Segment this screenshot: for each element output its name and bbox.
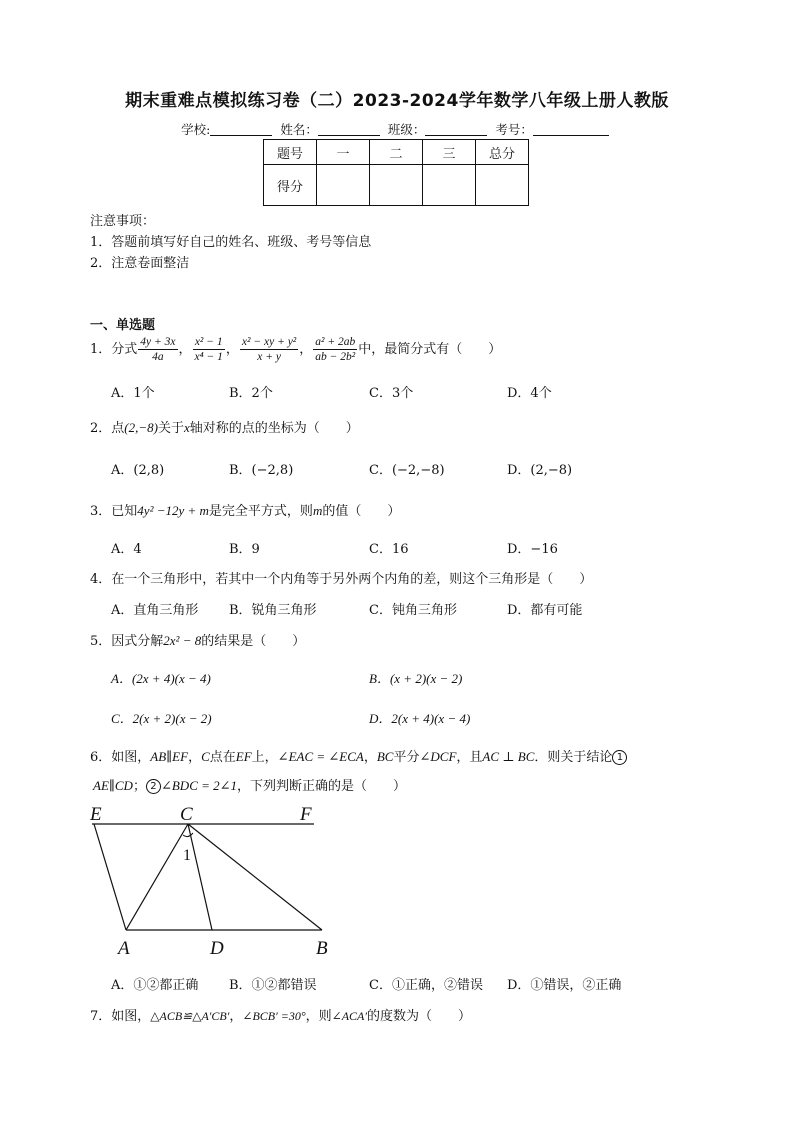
q1-fraction-1: $\frac{4y + 3x}{4a}$ — [140, 336, 176, 363]
question-4: 4．在一个三角形中，若其中一个内角等于另外两个内角的差，则这个三角形是（ ） — [90, 572, 593, 587]
label-d: D — [210, 938, 224, 959]
section-heading: 一、单选题 — [90, 318, 156, 333]
score-cell[interactable] — [476, 165, 529, 206]
q4-option-d[interactable]: D．都有可能 — [507, 603, 583, 618]
q6-geometry-figure — [86, 802, 346, 962]
question-7: 7．如图，△ACB≌△A′CB′，∠BCB′ =30°，则∠ACA′的度数为（ ） — [90, 1009, 472, 1024]
question-1: 1．分式 $\frac{4y + 3x}{4a}$ ， $\frac{\text{x² − 1}}{\text{x⁴ − 1}}$ ， $\frac{\text{x² − xy + y²}}{x + y}$ ， $\frac{\text{a² + 2ab}}{\text{ab − 2b²}}$ 中，最简分式有（ ） — [90, 336, 502, 363]
score-header-cell: 三 — [423, 140, 476, 165]
q2-option-b[interactable]: B．(−2,8) — [229, 463, 294, 478]
q5-expression: 2x² − 8 — [163, 633, 202, 648]
q6-option-b[interactable]: B．①②都错误 — [229, 978, 317, 993]
label-f: F — [300, 804, 312, 825]
label-a: A — [118, 938, 130, 959]
q2-point: (2,−8) — [124, 420, 158, 435]
note-item: 2．注意卷面整洁 — [90, 256, 190, 271]
circled-2-icon: 2 — [146, 779, 161, 794]
q1-option-d[interactable]: D．4个 — [507, 386, 552, 401]
class-blank[interactable] — [425, 123, 487, 136]
school-label: 学校: — [181, 122, 211, 137]
q1-suffix: 中，最简分式有（ ） — [358, 342, 502, 357]
segment-ea — [94, 824, 126, 930]
question-6-line-1: 6．如图，AB∥EF，C点在EF上，∠EAC = ∠ECA，BC平分∠DCF，且AC ⊥ BC．则关于结论 1 — [90, 746, 627, 765]
notes-heading: 注意事项： — [90, 214, 156, 229]
label-c: C — [180, 804, 193, 825]
score-row-label: 得分 — [264, 165, 317, 206]
score-cell[interactable] — [317, 165, 370, 206]
label-b: B — [316, 938, 328, 959]
note-item: 1．答题前填写好自己的姓名、班级、考号等信息 — [90, 235, 372, 250]
school-blank[interactable] — [210, 123, 272, 136]
student-info-line — [0, 120, 794, 138]
exam-no-label: 考号： — [495, 122, 533, 137]
label-e: E — [90, 804, 102, 825]
angle-1-arc — [183, 833, 193, 837]
q1-fraction-2: $\frac{\text{x² − 1}}{\text{x⁴ − 1}}$ — [194, 336, 223, 363]
name-blank[interactable] — [318, 123, 380, 136]
q6-option-c[interactable]: C．①正确，②错误 — [369, 978, 483, 993]
q5-option-d[interactable]: D．2(x + 4)(x − 4) — [369, 711, 471, 726]
q1-option-a[interactable]: A．1个 — [111, 386, 155, 401]
score-header-cell: 二 — [370, 140, 423, 165]
q3-option-a[interactable]: A．4 — [111, 542, 142, 557]
q4-option-b[interactable]: B．锐角三角形 — [229, 603, 317, 618]
q1-fraction-4: $\frac{\text{a² + 2ab}}{\text{ab − 2b²}}$ — [315, 336, 356, 363]
q6-option-d[interactable]: D．①错误，②正确 — [507, 978, 622, 993]
question-6-line-2: AE∥CD； 2 ∠BDC = 2∠1，下列判断正确的是（ ） — [93, 778, 407, 794]
q1-number: 1． — [90, 342, 112, 357]
question-2: 2．点(2,−8)关于x轴对称的点的坐标为（ ） — [90, 420, 359, 436]
q3-option-b[interactable]: B．9 — [229, 542, 260, 557]
score-table — [263, 139, 529, 206]
q5-option-a[interactable]: A．(2x + 4)(x − 4) — [111, 671, 211, 686]
q5-option-c[interactable]: C．2(x + 2)(x − 2) — [111, 711, 212, 726]
class-label: 班级： — [387, 122, 426, 137]
q3-option-d[interactable]: D．−16 — [507, 542, 558, 557]
q1-prefix: 分式 — [111, 342, 138, 357]
q2-option-c[interactable]: C．(−2,−8) — [369, 463, 445, 478]
segment-ca — [126, 824, 188, 930]
question-3: 3．已知4y² −12y + m是完全平方式，则m的值（ ） — [90, 503, 401, 519]
q1-option-c[interactable]: C．3个 — [369, 386, 414, 401]
score-cell[interactable] — [423, 165, 476, 206]
score-header-cell: 总分 — [476, 140, 529, 165]
q2-option-d[interactable]: D．(2,−8) — [507, 463, 573, 478]
score-header-cell: 题号 — [264, 140, 317, 165]
q5-option-b[interactable]: B．(x + 2)(x − 2) — [369, 671, 463, 686]
score-cell[interactable] — [370, 165, 423, 206]
exam-no-blank[interactable] — [533, 123, 609, 136]
name-label: 姓名： — [280, 122, 318, 137]
q4-option-c[interactable]: C．钝角三角形 — [369, 603, 457, 618]
q6-option-a[interactable]: A．①②都正确 — [111, 978, 199, 993]
q3-option-c[interactable]: C．16 — [369, 542, 409, 557]
q1-option-b[interactable]: B．2个 — [229, 386, 273, 401]
score-header-cell: 一 — [317, 140, 370, 165]
circled-1-icon: 1 — [612, 750, 627, 765]
question-5: 5．因式分解2x² − 8的结果是（ ） — [90, 633, 306, 649]
q2-option-a[interactable]: A．(2,8) — [111, 463, 165, 478]
q1-fraction-3: $\frac{\text{x² − xy + y²}}{x + y}$ — [241, 336, 297, 363]
page-title: 期末重难点模拟练习卷（二）2023-2024学年数学八年级上册人教版 — [125, 91, 669, 111]
q4-option-a[interactable]: A．直角三角形 — [111, 603, 199, 618]
q3-expression: 4y² −12y + m — [137, 503, 209, 518]
label-angle-1: 1 — [183, 847, 191, 864]
